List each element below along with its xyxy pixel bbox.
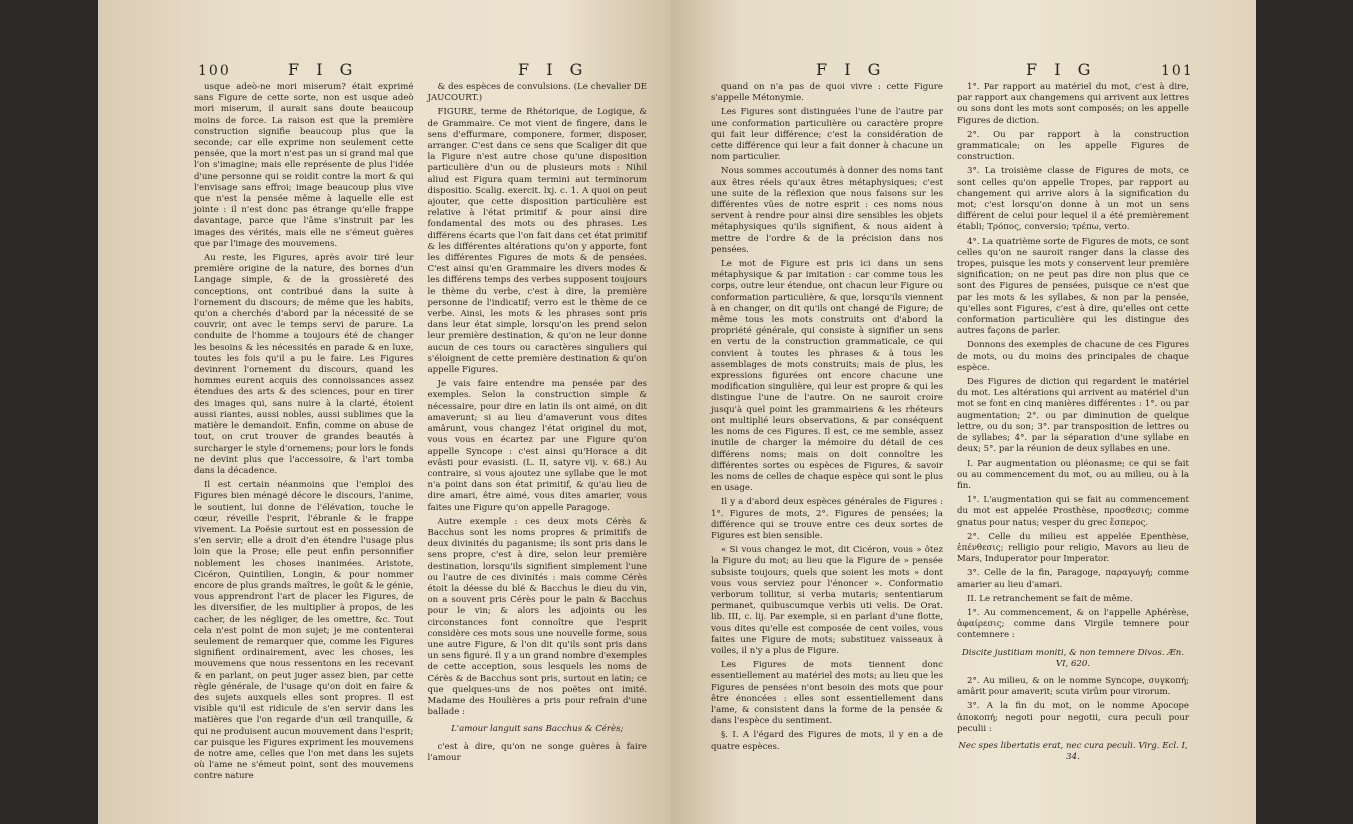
paragraph: « Si vous changez le mot, dit Cicéron, vous » ôtez la Figure du mot; au lieu que la Figure de » pensée subsiste toujours, quels que soient les mots » dont vous vous serviez pour l'énoncer ». Conformatio verborum tollitur, si verba mutaris; sententiarum permanet, quibuscumque verbis uti velis. De Orat. lib. III, c. lij. Par exemple, si en parlant d'une flotte, vous dites qu'elle est composée de cent voiles, vous faites une Figure de mots; substituez vaisseaux à voiles, il n'y a plus de Figure. xyxy=(711,545,943,656)
running-head-left-2: F I G xyxy=(518,60,589,79)
paragraph: Il y a d'abord deux espèces générales de Figures : 1°. Figures de mots, 2°. Figures de pensées; la différence qui se trouve entre ces deux sortes de Figures est bien sensible. xyxy=(711,497,943,541)
paragraph: 3°. La troisième classe de Figures de mots, ce sont celles qu'on appelle Tropes, par rapport au changement qui arrive alors à la signification du mot; c'est lorsqu'on donne à un mot un sens différent de celui pour lequel il a été premièrement établi; Τρόπος, conversio; τρέπω, verto. xyxy=(957,166,1189,233)
running-head-right-2: F I G xyxy=(816,60,887,79)
paragraph: Donnons des exemples de chacune de ces Figures de mots, ou du moins des principales de chaque espèce. xyxy=(957,340,1189,373)
paragraph: FIGURE, terme de Rhétorique, de Logique, & de Grammaire. Ce mot vient de fingere, dans le sens d'effurmare, componere, former, disposer, arranger. C'est dans ce sens que Scaliger dit que la Figure n'est autre chose qu'une disposition particulière d'un ou de plusieurs mots : Nihil aliud est Figura quam termini aut terminorum dispositio. Scalig. exercit. lxj. c. 1. A quoi on peut ajouter, que cette disposition particulière est relative à l'état primitif & pour ainsi dire fondamental des mots ou des phrases. Les différens écarts que l'on fait dans cet état primitif & les différentes altérations qu'on y apporte, font les différentes Figures de mots & de pensées. C'est ainsi qu'en Grammaire les divers modes & les différens temps des verbes supposent toujours le thème du verbe, c'est à dire, la première personne de l'indicatif; verro est le thème de ce verbe. Ainsi, les mots & les phrases sont pris dans leur état simple, lorsqu'on les prend selon leur première destination, & qu'on ne leur donne aucun de ces tours ou caractères singuliers qui s'éloignent de cette première destination & qu'on appelle Figures. xyxy=(427,107,647,376)
verse-quote: Discite justitiam moniti, & non temnere Divos. Æn. VI, 620. xyxy=(961,647,1185,669)
paragraph: quand on n'a pas de quoi vivre : cette Figure s'appelle Métonymie. xyxy=(711,82,943,104)
running-head-left: F I G xyxy=(288,60,359,79)
paragraph: Je vais faire entendre ma pensée par des exemples. Selon la construction simple & nécessaire, pour dire en latin ils ont aimé, on dit amaverunt; si au lieu d'amaverunt vous dites amârunt, vous changez l'état originel du mot, vous vous en écartez par une Figure qu'on appelle Syncope : c'est ainsi qu'Horace a dit evâsti pour evasisti. (L. II, satyre vij. v. 68.) Au contraire, si vous ajoutez une syllabe que le mot n'a point dans son état primitif, & qu'au lieu de dire amari, être aimé, vous dites amarier, vous faites une Figure qu'on appelle Paragoge. xyxy=(427,379,647,513)
paragraph: Des Figures de diction qui regardent le matériel du mot. Les altérations qui arrivent au matériel d'un mot se font en cinq manières différentes : 1°. ou par augmentation; 2°. ou par diminution de quelque lettre, ou du son; 3°. par transposition de lettres ou de syllabes; 4°. par la séparation d'une syllabe en deux; 5°. par la réunion de deux syllabes en une. xyxy=(957,377,1189,455)
paragraph: 1°. Au commencement, & on l'appelle Aphérèse, ἀφαίρεσις; comme dans Virgile temnere pour contemnere : xyxy=(957,607,1189,641)
paragraph: Nous sommes accoutumés à donner des noms tant aux êtres réels qu'aux êtres métaphysiques; c'est une suite de la réflexion que nous faisons sur les différentes vûes de notre esprit : ces noms nous servent à rendre pour ainsi dire sensibles les objets métaphysiques qu'ils signifient, & nous aident à mettre de l'ordre & de la précision dans nos pensées. xyxy=(711,166,943,255)
book-spread xyxy=(98,0,1256,824)
paragraph: & des espèces de convulsions. (Le chevalier DE JAUCOURT.) xyxy=(427,82,647,104)
paragraph: II. Le retranchement se fait de même. xyxy=(967,593,1133,604)
page-number-left: 100 xyxy=(198,63,231,79)
verse-quote: Nec spes libertatis erat, nec cura peculi. Virg. Ecl. I, 34. xyxy=(958,740,1188,763)
left-column-1 xyxy=(194,82,414,786)
paragraph: c'est à dire, qu'on ne songe guères à faire l'amour xyxy=(427,741,647,763)
right-page xyxy=(671,0,1256,824)
paragraph: Au reste, les Figures, après avoir tiré leur première origine de la nature, des bornes d'un Langage simple, & de la grossièreté des conceptions, ont contribué dans la suite à l'ornement du discours; de même que les habits, qu'on a cherchés d'abord par la nécessité de se couvrir, ont avec le temps servi de parure. La conduite de l'homme a toujours été de changer les besoins & les nécessités en parade & en luxe, toutes les fois qu'il a pu le faire. Les Figures devinrent l'ornement du discours, quand les hommes eurent acquis des connoissances assez étendues des arts & des sciences, pour en tirer des images qui, sans nuire à la clarté, étoient aussi riantes, aussi nobles, aussi sublimes que la matière le demandoit. Enfin, comme on abuse de tout, on crut trouver de grandes beautés à surcharger le style d'ornemens; pour lors le fonds ne devint plus que l'accessoire, & l'art tomba dans la décadence. xyxy=(194,253,414,476)
paragraph: Les Figures de mots tiennent donc essentiellement au matériel des mots; au lieu que les Figures de pensées n'ont besoin des mots que pour être énoncées : elles sont essentiellement dans l'ame, & consistent dans la forme de la pensée & dans l'espèce du sentiment. xyxy=(711,660,943,727)
paragraph: Autre exemple : ces deux mots Cérès & Bacchus sont les noms propres & primitifs de deux divinités du paganisme; ils sont pris dans le sens propre, c'est à dire, selon leur première destination, lorsqu'ils signifient simplement l'une ou l'autre de ces divinités : mais comme Cérès étoit la déesse du blé & Bacchus le dieu du vin, on a souvent pris Cérès pour le pain & Bacchus pour le vin; & alors les adjoints ou les circonstances font connoître que l'esprit considère ces mots sous une nouvelle forme, sous une autre Figure, & l'on dit qu'ils sont pris dans un sens figuré. Il y a un grand nombre d'exemples de cette acception, sous lesquels les noms de Cérès & de Bacchus sont pris, surtout en latin; ce que quelques-uns de nos poëtes ont imité. Madame des Houlières a pris pour refrain d'une ballade : xyxy=(427,516,647,718)
right-column-2 xyxy=(957,82,1189,769)
paragraph: 3°. A la fin du mot, on le nomme Apocope ἀποκοπή; negoti pour negotii, cura peculi pour peculii : xyxy=(957,701,1189,734)
left-column-2 xyxy=(428,82,648,786)
paragraph: Il est certain néanmoins que l'emploi des Figures bien ménagé décore le discours, l'anime, le soutient, lui donne de l'élévation, touche le cœur, réveille l'esprit, l'ébranle & le frappe vivement. La Poësie surtout est en possession de s'en servir; elle a droit d'en étendre l'usage plus loin que la Prose; elle peut enfin personnifier noblement les choses inanimées. Aristote, Cicéron, Quintilien, Longin, & pour nommer encore de plus grands maîtres, le goût & le génie, vous apprendront l'art de placer les Figures, de les diversifier, de les multiplier à propos, de les cacher, de les négliger, de les omettre, &c. Tout cela n'est point de mon sujet; je me contenterai seulement de remarquer que, comme les Figures signifient ordinairement, avec les choses, les mouvemens que nous ressentons en les recevant & en parlant, on peut juger assez bien, par cette règle générale, de l'usage qu'on doit en faire & des sujets auxquels elles sont propres. Il est visible qu'il est ridicule de s'en servir dans les matières que l'on regarde d'un œil tranquille, & qui ne produisent aucun mouvement dans l'esprit; car puisque les Figures expriment les mouvemens de notre ame, celles que l'on met dans les sujets où l'ame ne s'émeut point, sont des mouvemens contre nature xyxy=(194,480,414,782)
paragraph: 2°. Ou par rapport à la construction grammaticale; on les appelle Figures de construction. xyxy=(957,129,1189,163)
paragraph: usque adeò-ne mori miserum? était exprimé sans Figure de cette sorte, non est usque adeò mori miserum, il aurait sans doute beaucoup moins de force. La raison est que la première construction signifie beaucoup plus que la seconde; car elle exprime non seulement cette pensée, que la mort n'est pas un si grand mal que l'on s'imagine; mais elle représente de plus l'idée d'une personne qui se roidit contre la mort & qui l'envisage sans effroi; image beaucoup plus vive que n'est la pensée même à laquelle elle est jointe : il n'est donc pas étrange qu'elle frappe davantage, parce que l'âme s'instruit par les images des vérités, mais elle ne s'émeut guères que par l'image des mouvemens. xyxy=(194,82,414,249)
paragraph: Le mot de Figure est pris ici dans un sens métaphysique & par imitation : car comme tous les corps, outre leur étendue, ont chacun leur Figure ou conformation particulière, & que, lorsqu'ils viennent à en changer, on dit qu'ils ont changé de Figure; de même tous les mots construits ont d'abord la propriété générale, qui consiste à signifier un sens en vertu de la construction grammaticale, ce qui convient à toutes les phrases & à tous les assemblages de mots construits; mais de plus, les expressions figurées ont encore chacune une modification singulière, qui leur est propre & qui les distingue l'une de l'autre. On ne sauroit croire jusqu'à quel point les grammairiens & les rhéteurs ont multiplié leurs observations, & par conséquent les noms de ces Figures. Il est, ce me semble, assez inutile de charger la mémoire du détail de ces différens noms; mais on doit connoître les différentes sortes ou espèces de Figures, & savoir les noms de celles de chaque espèce qui sont le plus en usage. xyxy=(711,259,943,494)
paragraph: Les Figures sont distinguées l'une de l'autre par une conformation particulière ou caractère propre qui fait leur différence; c'est la considération de cette différence qui leur a fait donner à chacune un nom particulier. xyxy=(711,107,943,163)
page-number-right: 101 xyxy=(1161,63,1194,79)
paragraph: 2°. Celle du milieu est appelée Epenthèse, ἐπένθεσις; relligio pour religio, Mavors au lieu de Mars, Induperator pour Imperator. xyxy=(957,531,1189,565)
running-head-right: F I G xyxy=(1026,60,1097,79)
paragraph: 1°. Par rapport au matériel du mot, c'est à dire, par rapport aux changemens qui arrivent aux lettres ou sons dont les mots sont composés; on les appelle Figures de diction. xyxy=(957,82,1189,126)
paragraph: §. I. A l'égard des Figures de mots, il y en a de quatre espèces. xyxy=(711,730,943,752)
right-column-1 xyxy=(711,82,943,769)
verse-quote: L'amour languit sans Bacchus & Cérès; xyxy=(451,724,624,735)
paragraph: 2°. Au milieu, & on le nomme Syncope, συγκοπή; amârit pour amaverit; scuta virûm pour virorum. xyxy=(957,675,1189,698)
paragraph: 4°. La quatrième sorte de Figures de mots, ce sont celles qu'on ne sauroit ranger dans la classe des tropes, puisque les mots y conservent leur première signification; on ne peut pas dire non plus que ce sont des Figures de pensées, puisque ce n'est que par les mots & les syllabes, & non par la pensée, qu'elles sont Figures, c'est à dire, qu'elles ont cette conformation particulière qui les distingue des autres façons de parler. xyxy=(957,236,1189,337)
left-page xyxy=(98,0,671,824)
paragraph: 1°. L'augmentation qui se fait au commencement du mot est appelée Prosthèse, προσθεσις; comme gnatus pour natus; vesper du grec ἕσπερος. xyxy=(957,495,1189,528)
paragraph: I. Par augmentation ou pléonasme; ce qui se fait ou au commencement du mot, ou au milieu, ou à la fin. xyxy=(957,458,1189,491)
paragraph: 3°. Celle de la fin, Paragoge, παραγωγή; comme amarier au lieu d'amari. xyxy=(957,568,1189,590)
